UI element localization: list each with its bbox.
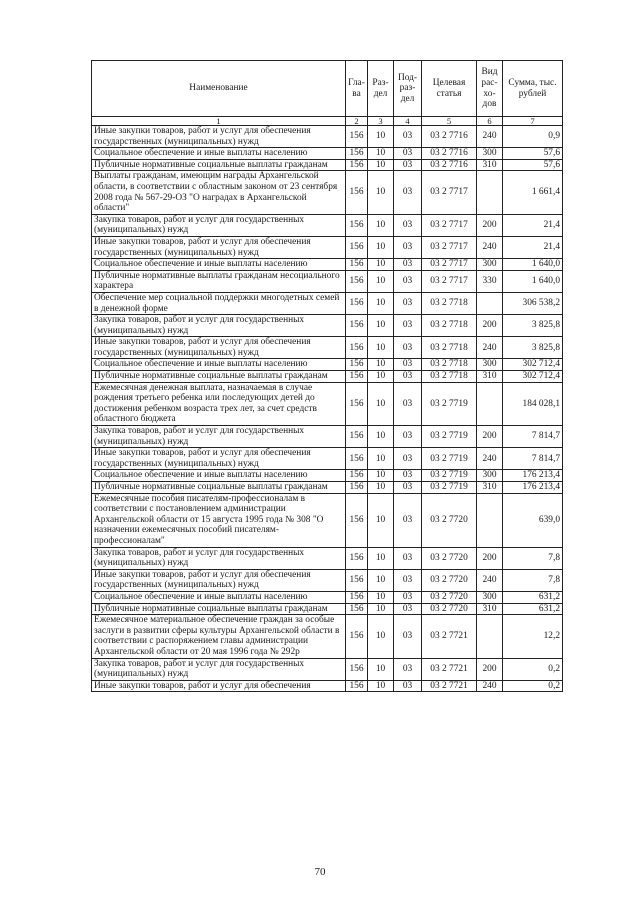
row-razdel: 10 bbox=[368, 214, 394, 236]
row-sum: 7 814,7 bbox=[503, 448, 563, 470]
row-statya: 03 2 7717 bbox=[422, 214, 477, 236]
row-name: Социальное обеспечение и иные выплаты населению bbox=[92, 470, 346, 482]
column-number: 3 bbox=[368, 117, 394, 126]
row-vid: 240 bbox=[477, 337, 503, 359]
row-razdel: 10 bbox=[368, 171, 394, 214]
row-vid bbox=[477, 615, 503, 658]
header-statya: Целевая статья bbox=[422, 61, 477, 117]
budget-table bbox=[91, 60, 563, 692]
table-row bbox=[92, 482, 563, 494]
row-name: Социальное обеспечение и иные выплаты населению bbox=[92, 259, 346, 271]
table-row bbox=[92, 159, 563, 171]
table-row bbox=[92, 658, 563, 680]
row-statya: 03 2 7718 bbox=[422, 315, 477, 337]
row-name: Социальное обеспечение и иные выплаты населению bbox=[92, 148, 346, 160]
table-row bbox=[92, 214, 563, 236]
row-glava: 156 bbox=[346, 448, 368, 470]
row-statya: 03 2 7717 bbox=[422, 259, 477, 271]
table-row bbox=[92, 337, 563, 359]
row-razdel: 10 bbox=[368, 680, 394, 692]
row-glava: 156 bbox=[346, 493, 368, 547]
row-podrazdel: 03 bbox=[394, 214, 422, 236]
row-glava: 156 bbox=[346, 259, 368, 271]
row-glava: 156 bbox=[346, 615, 368, 658]
row-vid: 240 bbox=[477, 236, 503, 258]
row-name: Обеспечение мер социальной поддержки многодетных семей в денежной форме bbox=[92, 292, 346, 314]
row-podrazdel: 03 bbox=[394, 337, 422, 359]
row-razdel: 10 bbox=[368, 159, 394, 171]
row-razdel: 10 bbox=[368, 337, 394, 359]
row-vid: 240 bbox=[477, 680, 503, 692]
row-sum: 12,2 bbox=[503, 615, 563, 658]
column-number: 1 bbox=[92, 117, 346, 126]
table-row bbox=[92, 259, 563, 271]
row-statya: 03 2 7720 bbox=[422, 569, 477, 591]
row-glava: 156 bbox=[346, 680, 368, 692]
row-sum: 631,2 bbox=[503, 591, 563, 603]
row-name: Публичные нормативные социальные выплаты гражданам bbox=[92, 603, 346, 615]
table-row bbox=[92, 126, 563, 148]
row-name: Иные закупки товаров, работ и услуг для обеспечения государственных (муниципальных) нужд bbox=[92, 337, 346, 359]
row-sum: 7,8 bbox=[503, 569, 563, 591]
row-statya: 03 2 7717 bbox=[422, 236, 477, 258]
table-row bbox=[92, 382, 563, 425]
row-vid: 330 bbox=[477, 270, 503, 292]
row-vid bbox=[477, 171, 503, 214]
row-name: Ежемесячная денежная выплата, назначаемая в случае рождения третьего ребенка или последующих детей до достижения ребенком возраста трех лет, за счет средств областного бюджета bbox=[92, 382, 346, 425]
row-sum: 302 712,4 bbox=[503, 371, 563, 383]
column-number: 2 bbox=[346, 117, 368, 126]
row-vid bbox=[477, 292, 503, 314]
row-vid: 200 bbox=[477, 315, 503, 337]
row-name: Социальное обеспечение и иные выплаты населению bbox=[92, 359, 346, 371]
row-glava: 156 bbox=[346, 315, 368, 337]
row-podrazdel: 03 bbox=[394, 148, 422, 160]
row-razdel: 10 bbox=[368, 126, 394, 148]
row-name: Выплаты гражданам, имеющим награды Архангельской области, в соответствии с областным законом от 23 сентября 2008 года № 567-29-ОЗ "О наградах в Архангельской области" bbox=[92, 171, 346, 214]
row-vid: 200 bbox=[477, 547, 503, 569]
row-vid: 300 bbox=[477, 359, 503, 371]
row-razdel: 10 bbox=[368, 315, 394, 337]
row-vid: 310 bbox=[477, 603, 503, 615]
row-razdel: 10 bbox=[368, 382, 394, 425]
row-statya: 03 2 7717 bbox=[422, 270, 477, 292]
row-glava: 156 bbox=[346, 658, 368, 680]
table-row bbox=[92, 148, 563, 160]
row-vid: 240 bbox=[477, 448, 503, 470]
row-statya: 03 2 7719 bbox=[422, 382, 477, 425]
header-glava: Гла-ва bbox=[346, 61, 368, 117]
row-sum: 1 661,4 bbox=[503, 171, 563, 214]
column-number: 5 bbox=[422, 117, 477, 126]
row-name: Иные закупки товаров, работ и услуг для обеспечения государственных (муниципальных) нужд bbox=[92, 448, 346, 470]
row-razdel: 10 bbox=[368, 470, 394, 482]
table-row bbox=[92, 359, 563, 371]
row-vid: 310 bbox=[477, 159, 503, 171]
table-row bbox=[92, 371, 563, 383]
table-row bbox=[92, 292, 563, 314]
row-sum: 3 825,8 bbox=[503, 315, 563, 337]
row-razdel: 10 bbox=[368, 236, 394, 258]
row-glava: 156 bbox=[346, 270, 368, 292]
row-name: Закупка товаров, работ и услуг для государственных (муниципальных) нужд bbox=[92, 426, 346, 448]
row-podrazdel: 03 bbox=[394, 658, 422, 680]
table-row bbox=[92, 236, 563, 258]
row-glava: 156 bbox=[346, 214, 368, 236]
row-statya: 03 2 7721 bbox=[422, 615, 477, 658]
row-statya: 03 2 7719 bbox=[422, 426, 477, 448]
row-podrazdel: 03 bbox=[394, 615, 422, 658]
row-razdel: 10 bbox=[368, 426, 394, 448]
row-sum: 3 825,8 bbox=[503, 337, 563, 359]
row-vid: 300 bbox=[477, 591, 503, 603]
row-podrazdel: 03 bbox=[394, 371, 422, 383]
row-razdel: 10 bbox=[368, 148, 394, 160]
row-vid: 240 bbox=[477, 126, 503, 148]
row-vid: 300 bbox=[477, 259, 503, 271]
row-podrazdel: 03 bbox=[394, 159, 422, 171]
row-glava: 156 bbox=[346, 359, 368, 371]
row-name: Закупка товаров, работ и услуг для государственных (муниципальных) нужд bbox=[92, 315, 346, 337]
row-podrazdel: 03 bbox=[394, 569, 422, 591]
row-sum: 21,4 bbox=[503, 236, 563, 258]
header-vid: Вид рас-хо-дов bbox=[477, 61, 503, 117]
row-statya: 03 2 7720 bbox=[422, 603, 477, 615]
column-number-row bbox=[92, 117, 563, 126]
row-statya: 03 2 7718 bbox=[422, 359, 477, 371]
row-statya: 03 2 7720 bbox=[422, 547, 477, 569]
table-row bbox=[92, 171, 563, 214]
row-sum: 639,0 bbox=[503, 493, 563, 547]
row-sum: 0,9 bbox=[503, 126, 563, 148]
row-podrazdel: 03 bbox=[394, 270, 422, 292]
row-sum: 1 640,0 bbox=[503, 259, 563, 271]
row-name: Ежемесячные пособия писателям-профессионалам в соответствии с постановлением администрации Архангельской области от 15 августа 1995 года № 308 "О назначении ежемесячных пособий писателям-профессионалам" bbox=[92, 493, 346, 547]
row-name: Публичные нормативные выплаты гражданам несоциального характера bbox=[92, 270, 346, 292]
row-glava: 156 bbox=[346, 236, 368, 258]
column-number: 7 bbox=[503, 117, 563, 126]
row-vid: 200 bbox=[477, 658, 503, 680]
row-glava: 156 bbox=[346, 603, 368, 615]
row-razdel: 10 bbox=[368, 371, 394, 383]
row-razdel: 10 bbox=[368, 359, 394, 371]
row-razdel: 10 bbox=[368, 270, 394, 292]
row-podrazdel: 03 bbox=[394, 603, 422, 615]
row-podrazdel: 03 bbox=[394, 680, 422, 692]
row-podrazdel: 03 bbox=[394, 126, 422, 148]
row-razdel: 10 bbox=[368, 547, 394, 569]
row-vid: 300 bbox=[477, 470, 503, 482]
row-sum: 0,2 bbox=[503, 680, 563, 692]
row-name: Иные закупки товаров, работ и услуг для обеспечения государственных (муниципальных) нужд bbox=[92, 569, 346, 591]
column-number: 4 bbox=[394, 117, 422, 126]
row-sum: 0,2 bbox=[503, 658, 563, 680]
row-name: Закупка товаров, работ и услуг для государственных (муниципальных) нужд bbox=[92, 547, 346, 569]
row-name: Иные закупки товаров, работ и услуг для обеспечения bbox=[92, 680, 346, 692]
page-number: 70 bbox=[314, 866, 326, 878]
table-row bbox=[92, 470, 563, 482]
row-vid: 200 bbox=[477, 426, 503, 448]
row-sum: 631,2 bbox=[503, 603, 563, 615]
row-vid bbox=[477, 382, 503, 425]
table-header bbox=[92, 61, 563, 126]
row-statya: 03 2 7718 bbox=[422, 292, 477, 314]
row-razdel: 10 bbox=[368, 292, 394, 314]
row-statya: 03 2 7719 bbox=[422, 470, 477, 482]
row-name: Публичные нормативные социальные выплаты гражданам bbox=[92, 159, 346, 171]
row-glava: 156 bbox=[346, 547, 368, 569]
row-podrazdel: 03 bbox=[394, 359, 422, 371]
row-podrazdel: 03 bbox=[394, 470, 422, 482]
row-vid: 310 bbox=[477, 482, 503, 494]
row-name: Иные закупки товаров, работ и услуг для обеспечения государственных (муниципальных) нужд bbox=[92, 126, 346, 148]
row-podrazdel: 03 bbox=[394, 547, 422, 569]
row-statya: 03 2 7716 bbox=[422, 126, 477, 148]
row-name: Закупка товаров, работ и услуг для государственных (муниципальных) нужд bbox=[92, 214, 346, 236]
row-glava: 156 bbox=[346, 126, 368, 148]
row-glava: 156 bbox=[346, 482, 368, 494]
row-glava: 156 bbox=[346, 569, 368, 591]
row-sum: 7,8 bbox=[503, 547, 563, 569]
row-glava: 156 bbox=[346, 426, 368, 448]
header-name: Наименование bbox=[92, 61, 346, 117]
table-row bbox=[92, 603, 563, 615]
row-podrazdel: 03 bbox=[394, 482, 422, 494]
row-sum: 176 213,4 bbox=[503, 482, 563, 494]
table-row bbox=[92, 591, 563, 603]
row-podrazdel: 03 bbox=[394, 448, 422, 470]
row-sum: 1 640,0 bbox=[503, 270, 563, 292]
row-podrazdel: 03 bbox=[394, 292, 422, 314]
table-row bbox=[92, 680, 563, 692]
table-row bbox=[92, 493, 563, 547]
row-glava: 156 bbox=[346, 382, 368, 425]
row-podrazdel: 03 bbox=[394, 259, 422, 271]
row-name: Публичные нормативные социальные выплаты гражданам bbox=[92, 482, 346, 494]
row-podrazdel: 03 bbox=[394, 426, 422, 448]
row-razdel: 10 bbox=[368, 658, 394, 680]
row-statya: 03 2 7721 bbox=[422, 658, 477, 680]
row-vid: 310 bbox=[477, 371, 503, 383]
row-statya: 03 2 7717 bbox=[422, 171, 477, 214]
row-sum: 57,6 bbox=[503, 148, 563, 160]
row-glava: 156 bbox=[346, 292, 368, 314]
row-sum: 184 028,1 bbox=[503, 382, 563, 425]
row-glava: 156 bbox=[346, 371, 368, 383]
row-name: Иные закупки товаров, работ и услуг для обеспечения государственных (муниципальных) нужд bbox=[92, 236, 346, 258]
row-vid bbox=[477, 493, 503, 547]
row-podrazdel: 03 bbox=[394, 171, 422, 214]
row-podrazdel: 03 bbox=[394, 382, 422, 425]
row-sum: 302 712,4 bbox=[503, 359, 563, 371]
column-number: 6 bbox=[477, 117, 503, 126]
row-statya: 03 2 7716 bbox=[422, 148, 477, 160]
row-name: Публичные нормативные социальные выплаты гражданам bbox=[92, 371, 346, 383]
row-sum: 7 814,7 bbox=[503, 426, 563, 448]
row-statya: 03 2 7719 bbox=[422, 482, 477, 494]
header-summa: Сумма, тыс. рублей bbox=[503, 61, 563, 117]
row-glava: 156 bbox=[346, 470, 368, 482]
table-body bbox=[92, 126, 563, 692]
row-vid: 240 bbox=[477, 569, 503, 591]
row-razdel: 10 bbox=[368, 603, 394, 615]
row-razdel: 10 bbox=[368, 591, 394, 603]
row-razdel: 10 bbox=[368, 615, 394, 658]
table-row bbox=[92, 315, 563, 337]
row-sum: 306 538,2 bbox=[503, 292, 563, 314]
row-name: Закупка товаров, работ и услуг для государственных (муниципальных) нужд bbox=[92, 658, 346, 680]
row-glava: 156 bbox=[346, 337, 368, 359]
row-statya: 03 2 7720 bbox=[422, 493, 477, 547]
table-row bbox=[92, 270, 563, 292]
header-razdel: Раз-дел bbox=[368, 61, 394, 117]
row-razdel: 10 bbox=[368, 448, 394, 470]
row-name: Социальное обеспечение и иные выплаты населению bbox=[92, 591, 346, 603]
row-podrazdel: 03 bbox=[394, 236, 422, 258]
row-vid: 300 bbox=[477, 148, 503, 160]
row-statya: 03 2 7718 bbox=[422, 337, 477, 359]
row-vid: 200 bbox=[477, 214, 503, 236]
row-razdel: 10 bbox=[368, 259, 394, 271]
row-podrazdel: 03 bbox=[394, 493, 422, 547]
row-statya: 03 2 7718 bbox=[422, 371, 477, 383]
row-sum: 176 213,4 bbox=[503, 470, 563, 482]
row-sum: 57,6 bbox=[503, 159, 563, 171]
row-statya: 03 2 7720 bbox=[422, 591, 477, 603]
row-glava: 156 bbox=[346, 171, 368, 214]
row-podrazdel: 03 bbox=[394, 315, 422, 337]
row-razdel: 10 bbox=[368, 482, 394, 494]
row-razdel: 10 bbox=[368, 569, 394, 591]
row-glava: 156 bbox=[346, 159, 368, 171]
header-podrazdel: Под-раз-дел bbox=[394, 61, 422, 117]
row-statya: 03 2 7719 bbox=[422, 448, 477, 470]
row-razdel: 10 bbox=[368, 493, 394, 547]
row-name: Ежемесячное материальное обеспечение граждан за особые заслуги в развитии сферы культуры Архангельской области в соответствии с распоряжением главы администрации Архангельской области от 20 мая 1996 года № 292р bbox=[92, 615, 346, 658]
row-glava: 156 bbox=[346, 148, 368, 160]
table-row bbox=[92, 547, 563, 569]
row-statya: 03 2 7721 bbox=[422, 680, 477, 692]
row-sum: 21,4 bbox=[503, 214, 563, 236]
table-row bbox=[92, 448, 563, 470]
row-podrazdel: 03 bbox=[394, 591, 422, 603]
row-statya: 03 2 7716 bbox=[422, 159, 477, 171]
table-row bbox=[92, 426, 563, 448]
table-row bbox=[92, 615, 563, 658]
row-glava: 156 bbox=[346, 591, 368, 603]
table-row bbox=[92, 569, 563, 591]
